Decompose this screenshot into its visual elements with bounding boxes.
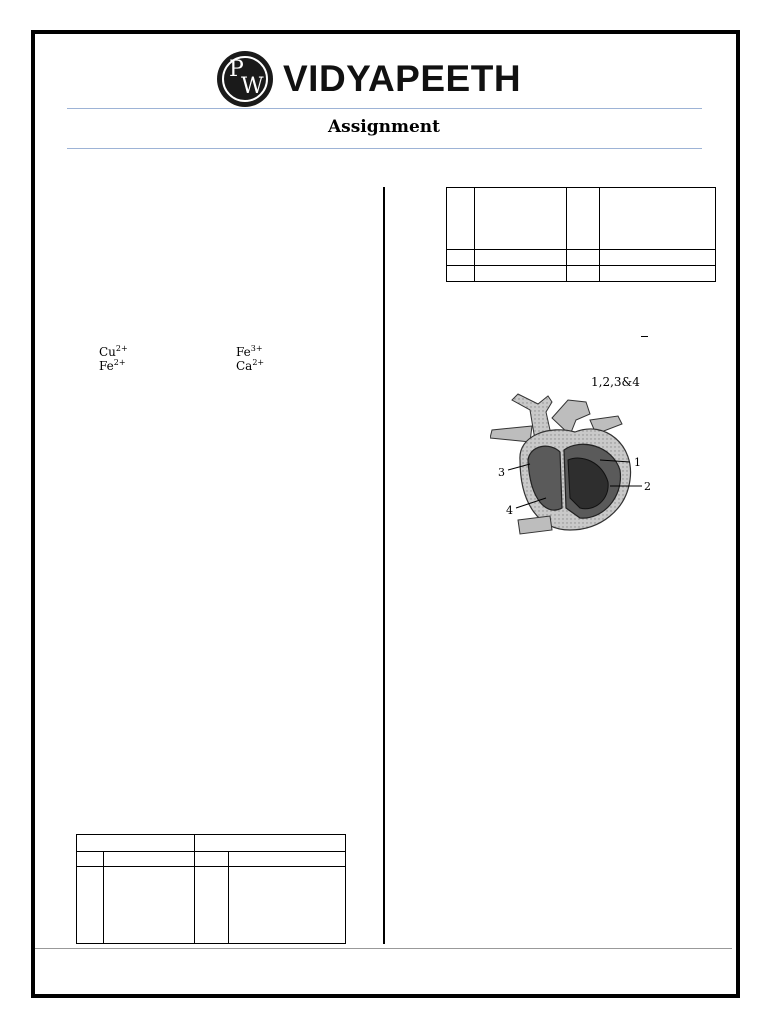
heart-label-3: 3 bbox=[498, 466, 505, 479]
ion-option-d: $Ca^{2+}$ bbox=[236, 358, 265, 373]
table-cell bbox=[567, 250, 600, 266]
options-table bbox=[446, 187, 716, 282]
table-cell bbox=[229, 852, 346, 867]
table-header-cell bbox=[77, 835, 195, 852]
header-rule-bottom bbox=[67, 148, 702, 149]
dash-mark bbox=[641, 336, 648, 337]
table-cell bbox=[475, 188, 567, 250]
inferior-vessel-shape bbox=[518, 516, 552, 534]
heart-label-4: 4 bbox=[506, 504, 513, 517]
ion-option-c: $Fe^{2+}$ bbox=[99, 358, 126, 373]
table-cell bbox=[567, 188, 600, 250]
table-cell bbox=[600, 266, 716, 282]
match-table bbox=[76, 834, 346, 944]
table-cell bbox=[229, 867, 346, 944]
table-cell bbox=[195, 867, 229, 944]
table-cell bbox=[104, 867, 195, 944]
table-cell bbox=[475, 266, 567, 282]
heart-parts-label: 1,2,3&4 bbox=[591, 375, 640, 389]
page-title: Assignment bbox=[327, 117, 441, 137]
table-cell bbox=[447, 250, 475, 266]
table-cell bbox=[567, 266, 600, 282]
heart-label-1: 1 bbox=[634, 456, 641, 469]
table-cell bbox=[447, 188, 475, 250]
table-cell bbox=[600, 250, 716, 266]
table-cell bbox=[104, 852, 195, 867]
pw-logo-icon: P W bbox=[217, 51, 273, 107]
footer-rule bbox=[35, 948, 732, 949]
logo-text: VIDYAPEETH bbox=[283, 58, 522, 99]
pw-logo bbox=[217, 50, 521, 108]
table-cell bbox=[475, 250, 567, 266]
table-cell bbox=[77, 867, 104, 944]
ion-option-b: $Fe^{3+}$ bbox=[236, 344, 263, 359]
header-rule-top bbox=[67, 108, 702, 109]
ion-option-a: $Cu^{2+}$ bbox=[99, 344, 128, 359]
table-cell bbox=[77, 852, 104, 867]
table-cell bbox=[195, 852, 229, 867]
column-divider bbox=[383, 187, 385, 944]
heart-diagram bbox=[490, 390, 660, 540]
table-header-cell bbox=[195, 835, 346, 852]
table-cell bbox=[600, 188, 716, 250]
vena-cava-branch-shape bbox=[490, 426, 532, 442]
table-cell bbox=[447, 266, 475, 282]
heart-label-2: 2 bbox=[644, 480, 651, 493]
